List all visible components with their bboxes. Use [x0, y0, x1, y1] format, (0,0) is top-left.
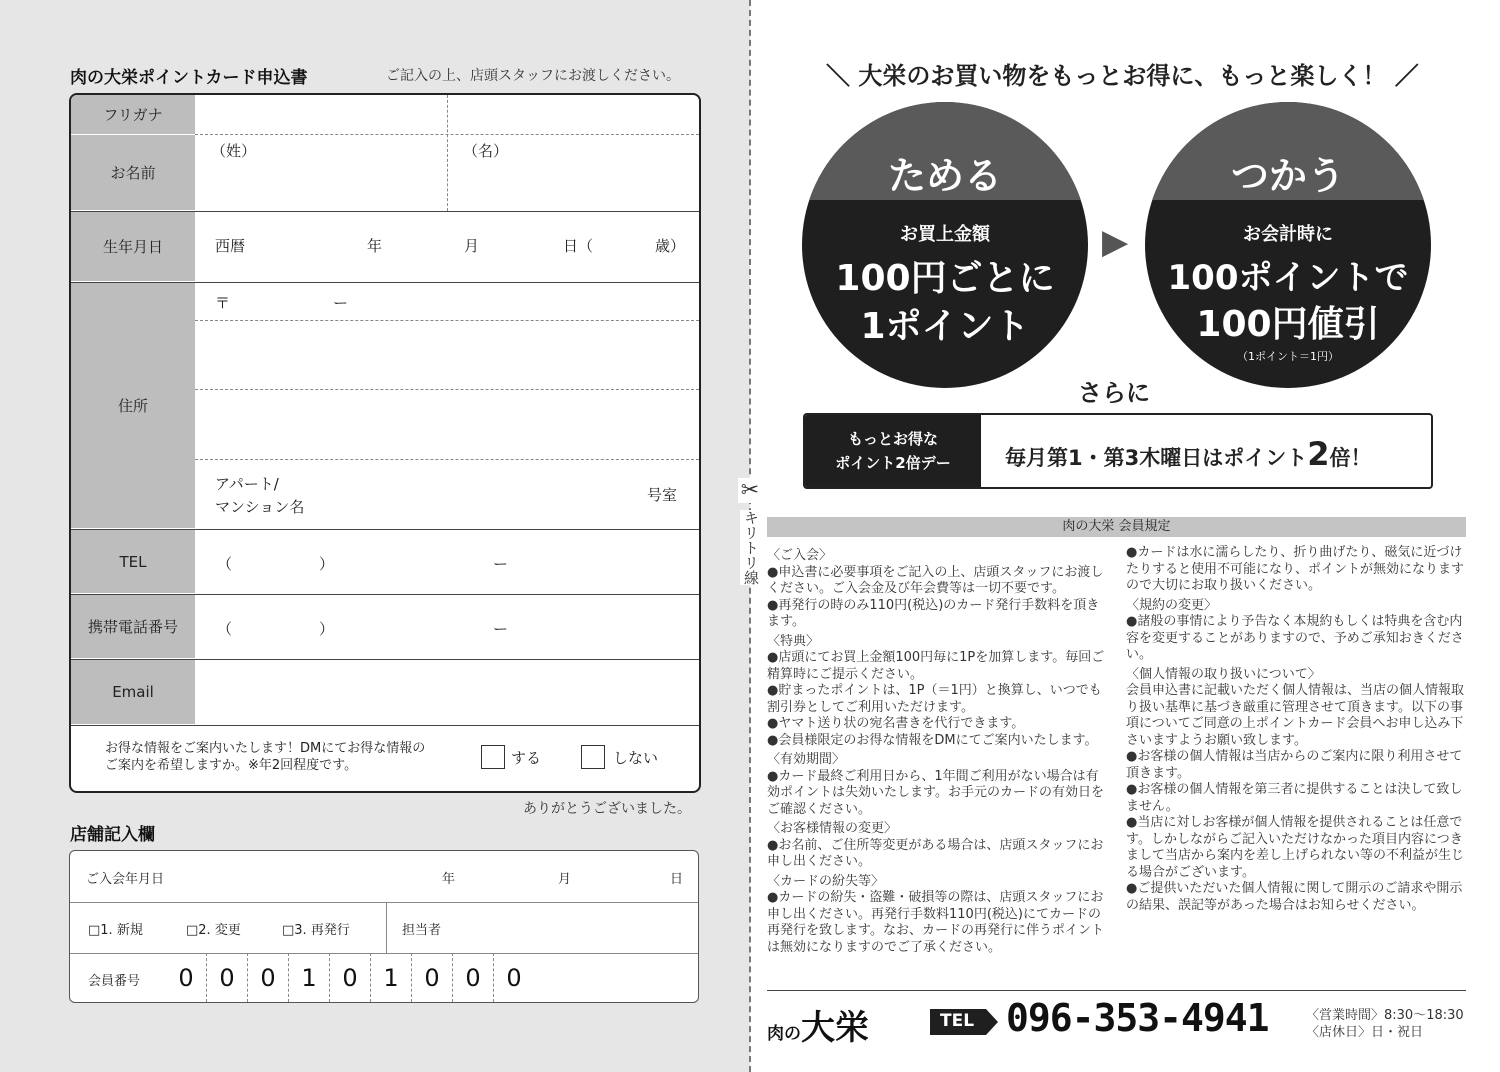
member-number-digit: 1 [301, 964, 317, 992]
double-point-label-1: もっとお得な [847, 430, 938, 448]
save-title: ためる [802, 102, 1088, 200]
dm-yes-checkbox[interactable] [481, 745, 505, 769]
divider [71, 282, 699, 283]
furigana-label: フリガナ [71, 95, 195, 134]
sei-label: （姓） [211, 142, 257, 160]
logo-big: 大栄 [801, 1008, 869, 1048]
address-label: 住所 [71, 283, 195, 528]
rules-item: ●諸般の事情により予告なく本規約もしくは特典を含む内容を変更することがありますので、予めご承知おきください。 [1126, 614, 1464, 662]
name-sei-field[interactable] [197, 136, 447, 210]
mei-label: （名） [463, 142, 509, 160]
furigana-sei-field[interactable] [197, 95, 447, 133]
form-instruction: ご記入の上、店頭スタッフにお渡しください。 [386, 68, 680, 84]
divider [447, 95, 448, 211]
join-day-label: 日 [670, 872, 684, 887]
tel-badge [930, 1009, 998, 1035]
rules-item: ●貯まったポイントは、1P（＝1円）と換算し、いつでも割引券としてご利用いただけます。 [767, 683, 1102, 715]
name-label: お名前 [71, 135, 195, 210]
rules-section-heading: 〈特典〉 [767, 633, 820, 649]
staff-field[interactable] [440, 902, 698, 953]
rules-item: 会員申込書に記載いただく個人情報は、当店の個人情報取り扱い基準に基づき厳重に管理させて頂きます。以下の事項についてご同意の上ポイントカード会員へお申し込み下さいますようお願い致します。 [1126, 683, 1465, 748]
rules-item: ●申込書に必要事項をご記入の上、店頭スタッフにお渡しください。ご入会金及び年会費等は一切不要です。 [767, 564, 1104, 596]
divider [195, 320, 699, 321]
double-point-text [1005, 435, 1372, 473]
closed-days: 〈店休日〉日・祝日 [1306, 1025, 1424, 1040]
double-point-label-2: ポイント2倍デー [835, 454, 951, 472]
dm-no-checkbox[interactable] [581, 745, 605, 769]
email-field[interactable] [197, 661, 699, 724]
rules-section-heading: 〈カードの紛失等〉 [767, 873, 885, 889]
dm-question [105, 740, 425, 774]
arrow-right-icon: ▶ [1102, 222, 1129, 262]
double-point-end: 倍！ [1329, 446, 1372, 470]
sarani-text: さらに [1078, 379, 1150, 407]
mobile-open: （ [217, 620, 233, 638]
name-mei-field[interactable] [449, 136, 699, 210]
phone-number[interactable]: 096-353-4941 [1006, 996, 1269, 1040]
member-number-digit: 0 [506, 964, 522, 992]
rules-item: ●カード最終ご利用日から、1年間ご利用がない場合は有効ポイントは失効いたします。お手元のカードの有効日をご確認ください。 [767, 768, 1104, 817]
rules-item: ●当店に対しお客様が個人情報を提供されることは任意です。しかしながらご記入いただけなかった項目内容につきまして当店から案内を差し上げられない等の不利益が生じる場合がございます。 [1126, 815, 1465, 880]
cut-line-label: キリトリ線 [742, 510, 760, 585]
join-date-field[interactable] [70, 851, 698, 902]
year-label: 年 [367, 237, 383, 255]
member-number-digit: 0 [178, 964, 194, 992]
thanks-text: ありがとうございました。 [523, 801, 691, 817]
rules-left-column [767, 545, 1107, 956]
save-line-1: お買上金額 [900, 224, 990, 245]
join-date-label: ご入会年月日 [86, 872, 165, 887]
divider [71, 211, 699, 212]
use-circle [1145, 102, 1431, 388]
tel-label: TEL [71, 530, 195, 593]
use-line-2: 100ポイントで [1167, 258, 1409, 298]
mobile-close: ） [319, 620, 335, 638]
address-line-1-field[interactable] [197, 322, 699, 388]
scissors-icon: ✂ [738, 478, 762, 503]
use-line-1: お会計時に [1243, 224, 1333, 245]
join-year-label: 年 [442, 872, 456, 887]
tel-dash: ー [493, 555, 509, 573]
dm-question-line-1: お得な情報をご案内いたします！DMにてお得な情報の [105, 741, 426, 756]
day-label: 日（ [563, 237, 594, 255]
apartment-label-2: マンション名 [215, 498, 305, 516]
divider [195, 389, 699, 390]
divider [71, 725, 699, 726]
save-line-2: 100円ごとに [835, 258, 1055, 299]
furigana-mei-field[interactable] [449, 95, 699, 133]
double-point-label [805, 415, 981, 487]
save-line-3: 1ポイント [860, 306, 1030, 347]
rules-right-column [1126, 545, 1468, 914]
member-number-label: 会員番号 [88, 974, 141, 989]
divider [71, 594, 699, 595]
apartment-label-1: アパート/ [215, 475, 279, 493]
dm-no-label: しない [613, 749, 659, 767]
member-number-digit: 1 [383, 964, 399, 992]
age-label: 歳） [655, 237, 686, 255]
rules-section-heading: 〈規約の変更〉 [1126, 597, 1218, 613]
use-line-3: 100円値引 [1196, 304, 1380, 345]
birthday-label: 生年月日 [71, 212, 195, 281]
month-label: 月 [464, 237, 480, 255]
option-reissue[interactable]: □3. 再発行 [282, 923, 350, 938]
rules-item: ●お名前、ご住所等変更がある場合は、店頭スタッフにお申し出ください。 [767, 837, 1104, 869]
member-number-digit: 0 [219, 964, 235, 992]
divider [71, 529, 699, 530]
logo [767, 1000, 869, 1049]
rules-item: ●お客様の個人情報を第三者に提供することは決して致しません。 [1126, 782, 1463, 814]
double-point-number: 2 [1307, 435, 1330, 473]
rules-section-heading: 〈ご入会〉 [767, 548, 833, 563]
double-point-banner [803, 413, 1433, 489]
use-title: つかう [1145, 102, 1431, 200]
divider [195, 459, 699, 460]
tel-close: ） [319, 555, 335, 573]
rules-section-heading: 〈お客様情報の変更〉 [767, 821, 898, 836]
rules-title: 肉の大栄 会員規定 [767, 517, 1466, 537]
divider [386, 902, 387, 953]
postal-mark: 〒 [215, 294, 231, 312]
rules-item: ●カードの紛失・盗難・破損等の際は、店頭スタッフにお申し出ください。再発行手数料110円(税込)にてカードの再発行を致します。なお、カードの再発行に伴うポイントは無効になりますのでご了承ください。 [767, 890, 1104, 955]
double-point-main: 毎月第1・第3木曜日はポイント [1005, 446, 1308, 470]
address-line-2-field[interactable] [197, 391, 699, 458]
logo-small: 肉の [767, 1024, 801, 1044]
mobile-dash: ー [493, 620, 509, 638]
member-number-digit: 0 [424, 964, 440, 992]
application-form [69, 93, 701, 793]
rules-item: ●会員様限定のお得な情報をDMにてご案内いたします。 [767, 732, 1098, 748]
rules-item: ●お客様の個人情報は当店からのご案内に限り利用させて頂きます。 [1126, 749, 1463, 781]
save-circle [802, 102, 1088, 388]
join-month-label: 月 [558, 872, 572, 887]
member-number [162, 953, 698, 1002]
rules-section-heading: 〈有効期間〉 [767, 752, 846, 767]
postal-code-field[interactable] [197, 284, 699, 320]
member-number-digit: 0 [465, 964, 481, 992]
option-change[interactable]: □2. 変更 [186, 923, 241, 938]
mobile-label: 携帯電話番号 [71, 595, 195, 658]
divider [71, 659, 699, 660]
room-label: 号室 [647, 486, 678, 504]
rules-item: ●カードは水に濡らしたり、折り曲げたり、磁気に近づけたりすると使用不可能になり、ポイントが無効になりますので大切にお取り扱いください。 [1126, 545, 1465, 593]
tel-open: （ [217, 555, 233, 573]
member-number-digit: 0 [260, 964, 276, 992]
divider [767, 990, 1466, 991]
store-section [69, 850, 699, 1003]
rules-item: ●ご提供いただいた個人情報に関して開示のご請求や開示の結果、誤記等があった場合はお知らせください。 [1126, 881, 1463, 913]
business-hours: 〈営業時間〉8:30〜18:30 [1306, 1008, 1464, 1023]
option-new[interactable]: □1. 新規 [88, 923, 143, 938]
apartment-field[interactable] [197, 461, 699, 528]
staff-label: 担当者 [402, 923, 442, 938]
era-label: 西暦 [215, 237, 246, 255]
dm-question-line-2: ご案内を希望しますか。※年2回程度です。 [105, 758, 358, 773]
birthday-field[interactable] [197, 213, 699, 281]
store-section-title: 店舗記入欄 [70, 825, 155, 845]
rules-item: ●店頭にてお買上金額100円毎に1Pを加算します。毎回ご精算時にご提示ください。 [767, 650, 1105, 682]
tel-field[interactable] [197, 531, 699, 593]
tel-badge-label: TEL [940, 1011, 975, 1031]
rules-item: ●ヤマト送り状の宛名書きを代行できます。 [767, 716, 1025, 731]
promo-headline: ＼ 大栄のお買い物をもっとお得に、もっと楽しく！ ／ [826, 62, 1419, 90]
postal-dash: ー [333, 294, 349, 312]
dm-yes-label: する [511, 749, 542, 767]
email-label: Email [71, 660, 195, 724]
rules-section-heading: 〈個人情報の取り扱いについて〉 [1126, 666, 1321, 682]
rules-item: ●再発行の時のみ110円(税込)のカード発行手数料を頂きます。 [767, 597, 1100, 629]
use-note: （1ポイント＝1円） [1237, 350, 1339, 363]
form-title: 肉の大栄ポイントカード申込書 [70, 68, 308, 88]
member-number-digit: 0 [342, 964, 358, 992]
mobile-field[interactable] [197, 596, 699, 658]
